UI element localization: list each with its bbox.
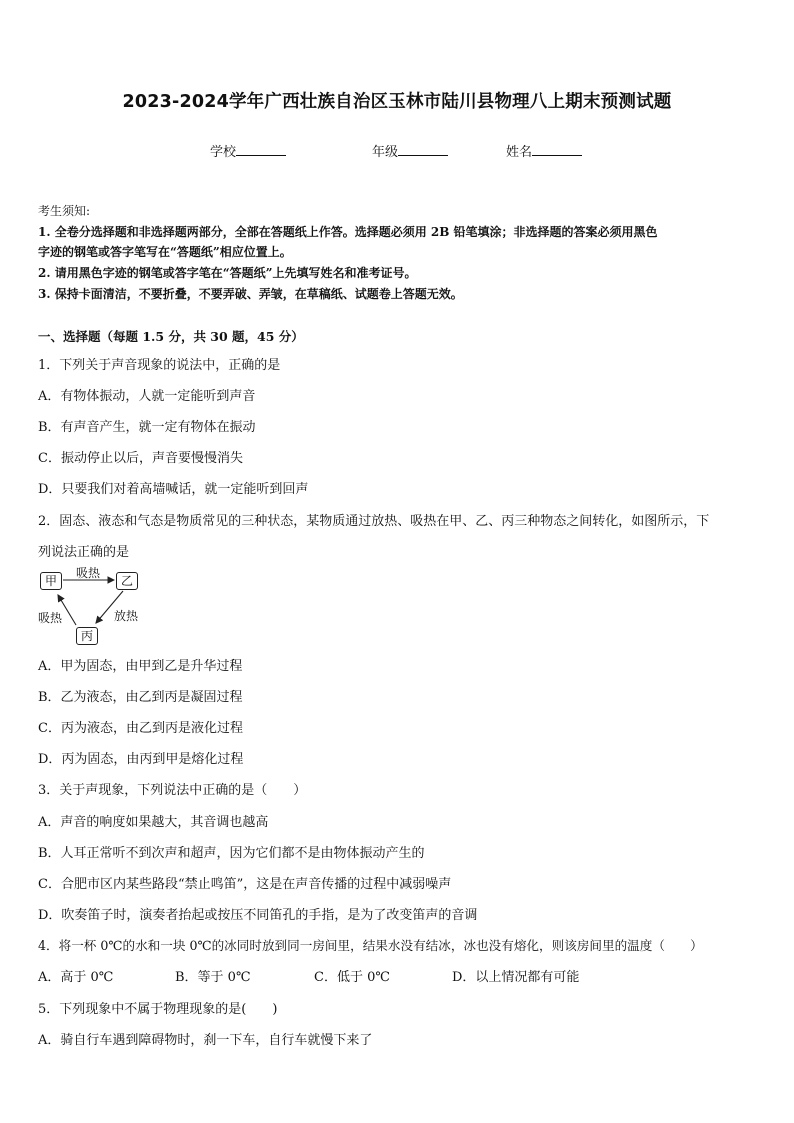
q3-option-b: B．人耳正常听不到次声和超声，因为它们都不是由物体振动产生的: [38, 846, 425, 861]
q2-option-d: D．丙为固态，由丙到甲是熔化过程: [38, 752, 244, 767]
q2-option-b: B．乙为液态，由乙到丙是凝固过程: [38, 690, 243, 705]
q2-option-c: C．丙为液态，由乙到丙是液化过程: [38, 721, 243, 736]
q3-option-d: D．吹奏笛子时，演奏者抬起或按压不同笛孔的手指，是为了改变笛声的音调: [38, 908, 478, 923]
q1-stem: 1．下列关于声音现象的说法中，正确的是: [38, 358, 281, 373]
school-blank[interactable]: [236, 143, 286, 156]
page-title: 2023-2024学年广西壮族自治区玉林市陆川县物理八上期末预测试题: [122, 92, 672, 112]
notice-item-1-cont: 字迹的钢笔或答字笔写在“答题纸”相应位置上。: [38, 245, 292, 259]
section-heading: 一、选择题（每题 1.5 分，共 30 题，45 分）: [38, 329, 304, 344]
q4-stem: 4．将一杯 0℃的水和一块 0℃的冰同时放到同一房间里，结果水没有结冰，冰也没有熔化，则该房间里的温度（ ）: [38, 938, 703, 953]
notice-item-3: 3. 保持卡面清洁，不要折叠，不要弄破、弄皱，在草稿纸、试题卷上答题无效。: [38, 287, 463, 301]
q4-option-b: B．等于 0℃: [175, 970, 251, 985]
state-box-yi: 乙: [116, 572, 138, 590]
q3-stem: 3．关于声现象，下列说法中正确的是（ ）: [38, 783, 307, 798]
school-field[interactable]: [210, 141, 286, 160]
q4-option-c: C．低于 0℃: [314, 970, 390, 985]
state-box-jia: 甲: [40, 572, 62, 590]
notice-heading: 考生须知:: [38, 204, 91, 218]
grade-label: 年级: [372, 145, 399, 160]
q2-stem-line1: 2．固态、液态和气态是物质常见的三种状态，某物质通过放热、吸热在甲、乙、丙三种物态之间转化，如图所示，下: [38, 514, 710, 529]
label-release: 放热: [114, 609, 139, 623]
state-change-diagram: [36, 563, 156, 651]
q4-option-a: A．高于 0℃: [38, 970, 114, 985]
q2-stem-line2: 列说法正确的是: [38, 545, 130, 560]
notice-item-2: 2. 请用黑色字迹的钢笔或答字笔在“答题纸”上先填写姓名和准考证号。: [38, 266, 417, 280]
q3-option-a: A．声音的响度如果越大，其音调也越高: [38, 815, 269, 830]
name-blank[interactable]: [532, 143, 582, 156]
q1-option-b: B．有声音产生，就一定有物体在振动: [38, 420, 256, 435]
name-label: 姓名: [506, 145, 533, 160]
q5-option-a: A．骑自行车遇到障碍物时，刹一下车，自行车就慢下来了: [38, 1033, 373, 1048]
q2-option-a: A．甲为固态，由甲到乙是升华过程: [38, 659, 243, 674]
state-box-bing: 丙: [76, 627, 98, 645]
grade-field[interactable]: [372, 141, 448, 160]
q1-option-c: C．振动停止以后，声音要慢慢消失: [38, 451, 243, 466]
grade-blank[interactable]: [398, 143, 448, 156]
school-label: 学校: [210, 145, 237, 160]
notice-item-1: 1. 全卷分选择题和非选择题两部分，全部在答题纸上作答。选择题必须用 2B 铅笔填涂；非选择题的答案必须用黑色: [38, 225, 658, 239]
label-absorb-left: 吸热: [38, 611, 63, 625]
name-field[interactable]: [506, 141, 582, 160]
q1-option-a: A．有物体振动，人就一定能听到声音: [38, 389, 256, 404]
q3-option-c: C．合肥市区内某些路段“禁止鸣笛”，这是在声音传播的过程中减弱噪声: [38, 877, 452, 892]
label-absorb-top: 吸热: [76, 566, 101, 580]
q1-option-d: D．只要我们对着高墙喊话，就一定能听到回声: [38, 482, 309, 497]
q5-stem: 5．下列现象中不属于物理现象的是( ): [38, 1002, 278, 1017]
q4-option-d: D．以上情况都有可能: [452, 970, 580, 985]
